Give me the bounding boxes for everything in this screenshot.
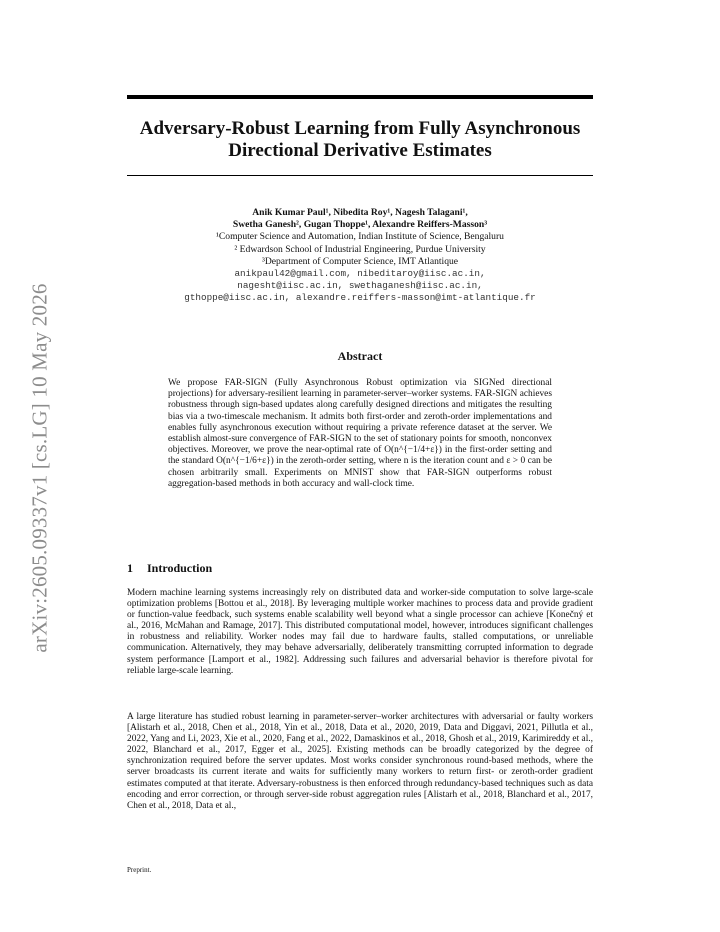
title-bottom-rule <box>127 175 593 176</box>
affiliation-1: ¹Computer Science and Automation, Indian Institute of Science, Bengaluru <box>216 231 504 243</box>
paper-title: Adversary-Robust Learning from Fully Asynchronous Directional Derivative Estimates <box>139 118 581 161</box>
title-top-rule <box>127 95 593 99</box>
section-number: 1 <box>127 561 133 575</box>
affiliation-3: ³Department of Computer Science, IMT Atlantique <box>261 255 459 267</box>
intro-paragraph-2: A large literature has studied robust learning in parameter-server–worker architectures with adversarial or faulty workers [Alistarh et al., 2018, Chen et al., 2018, Yin et al., 2018, Data et al., 2020, 2019, Data and Diggavi, 2021, Pillutla et al., 2022, Yang and Li, 2023, Xie et al., 2020, Fang et al., 2022, Damaskinos et al., 2018, Ghosh et al., 2019, Karimireddy et al., 2022, Blanchard et al., 2017, Egger et al., 2025]. Existing methods can be broadly categorized by the degree of synchronization required before the server updates. Most works consider synchronous round-based methods, where the server broadcasts its current iterate and waits for sufficiently many workers to return first- or zeroth-order gradient estimates computed at that iterate. Adversary-robustness is then enforced through redundancy-based techniques such as data encoding and error correction, or through server-side robust aggregation rules [Alistarh et al., 2018, Blanchard et al., 2017, Chen et al., 2018, Data et al., <box>127 712 593 811</box>
abstract-heading: Abstract <box>337 349 383 363</box>
email-line-2: nagesht@iisc.ac.in, swethaganesh@iisc.ac.in, <box>237 280 483 292</box>
author-block <box>110 207 610 305</box>
arxiv-stamp-strip <box>20 0 60 932</box>
section-title: Introduction <box>147 561 213 575</box>
intro-paragraph-1: Modern machine learning systems increasingly rely on distributed data and worker-side computation to solve large-scale optimization problems [Bottou et al., 2018]. By leveraging multiple worker machines to process data and provide gradient or function-value feedback, such systems enable scalability well beyond what a single processor can achieve [Konečný et al., 2016, McMahan and Ramage, 2017]. This distributed computational model, however, introduces significant challenges in robustness and reliability. Worker nodes may fail due to hardware faults, stalled computations, or unreliable communication. Alternatively, they may behave adversarially, deliberately transmitting corrupted information to degrade system performance [Lamport et al., 1982]. Addressing such failures and adversarial behavior is therefore pivotal for reliable large-scale learning. <box>127 588 593 676</box>
email-line-3: gthoppe@iisc.ac.in, alexandre.reiffers-masson@imt-atlantique.fr <box>184 292 536 304</box>
author-line-2: Swetha Ganesh², Gugan Thoppe¹, Alexandre Reiffers-Masson³ <box>232 219 488 231</box>
section-heading <box>127 561 212 576</box>
affiliation-2: ² Edwardson School of Industrial Engineering, Purdue University <box>234 243 486 255</box>
author-line-1: Anik Kumar Paul¹, Nibedita Roy¹, Nagesh Talagani¹, <box>252 207 468 218</box>
abstract-text: We propose FAR-SIGN (Fully Asynchronous Robust optimization via SIGNed directional projections) for adversary-resilient learning in parameter-server–worker systems. FAR-SIGN achieves robustness through sign-based updates along carefully designed directions and mitigates the resulting bias via a two-timescale mechanism. It admits both first-order and zeroth-order implementations and enables fully asynchronous execution without requiring a private reference dataset at the server. We establish almost-sure convergence of FAR-SIGN to the set of stationary points for smooth, nonconvex objectives. Moreover, we prove the near-optimal rate of O(n^{−1/4+ε}) in the first-order setting and the standard O(n^{−1/6+ε}) in the zeroth-order setting, where n is the iteration count and ε > 0 can be chosen arbitrarily small. Experiments on MNIST show that FAR-SIGN outperforms robust aggregation-based methods in both accuracy and wall-clock time. <box>168 378 552 489</box>
footer-note: Preprint. <box>127 866 152 874</box>
arxiv-identifier: arXiv:2605.09337v1 [cs.LG] 10 May 2026 <box>27 283 52 653</box>
email-line-1: anikpaul42@gmail.com, nibeditaroy@iisc.ac.in, <box>234 268 486 280</box>
